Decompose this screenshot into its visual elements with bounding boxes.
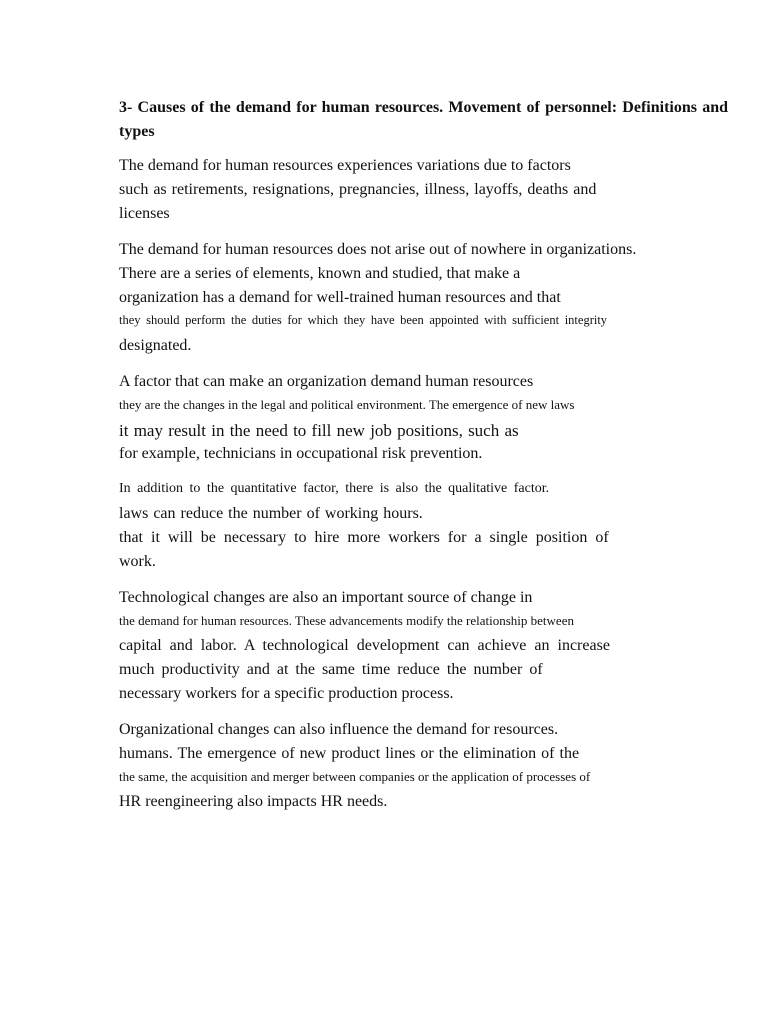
section-heading: 3- Causes of the demand for human resources. Movement of personnel: Definitions and types (119, 99, 728, 140)
paragraph-line: Technological changes are also an important source of change in (119, 589, 533, 606)
paragraph-line: organization has a demand for well-trained human resources and that (119, 289, 561, 306)
paragraph-line: The demand for human resources does not arise out of nowhere in organizations. (119, 241, 637, 258)
paragraph-line: work. (119, 553, 156, 570)
paragraph-line: they should perform the duties for which they have been appointed with sufficient integrity (119, 313, 608, 327)
paragraph-line: it may result in the need to fill new job positions, such as (119, 421, 519, 440)
paragraph-line: capital and labor. A technological development can achieve an increase (119, 637, 610, 654)
paragraph-line: designated. (119, 337, 192, 354)
paragraph-line: In addition to the quantitative factor, there is also the qualitative factor. (119, 481, 550, 496)
paragraph-line: Organizational changes can also influence the demand for resources. (119, 721, 559, 738)
paragraph-line: The demand for human resources experiences variations due to factors (119, 157, 571, 174)
paragraph-line: humans. The emergence of new product lines or the elimination of the (119, 745, 580, 762)
paragraph-line: There are a series of elements, known and studied, that make a (119, 265, 521, 282)
paragraph-line: A factor that can make an organization demand human resources (119, 373, 534, 390)
paragraph-line: much productivity and at the same time reduce the number of (119, 661, 543, 678)
paragraph-line: HR reengineering also impacts HR needs. (119, 793, 388, 810)
paragraph-line: they are the changes in the legal and political environment. The emergence of new laws (119, 397, 575, 412)
paragraph-line: necessary workers for a specific production process. (119, 685, 454, 702)
paragraph-line: the same, the acquisition and merger between companies or the application of processes of (119, 769, 591, 784)
paragraph-line: that it will be necessary to hire more workers for a single position of (119, 529, 609, 546)
paragraph-line: such as retirements, resignations, pregnancies, illness, layoffs, deaths and (119, 181, 597, 198)
paragraph-line: the demand for human resources. These advancements modify the relationship between (119, 613, 574, 628)
paragraph-line: laws can reduce the number of working hours. (119, 505, 423, 522)
paragraph-line: for example, technicians in occupational risk prevention. (119, 445, 483, 462)
paragraph-line: licenses (119, 205, 170, 222)
